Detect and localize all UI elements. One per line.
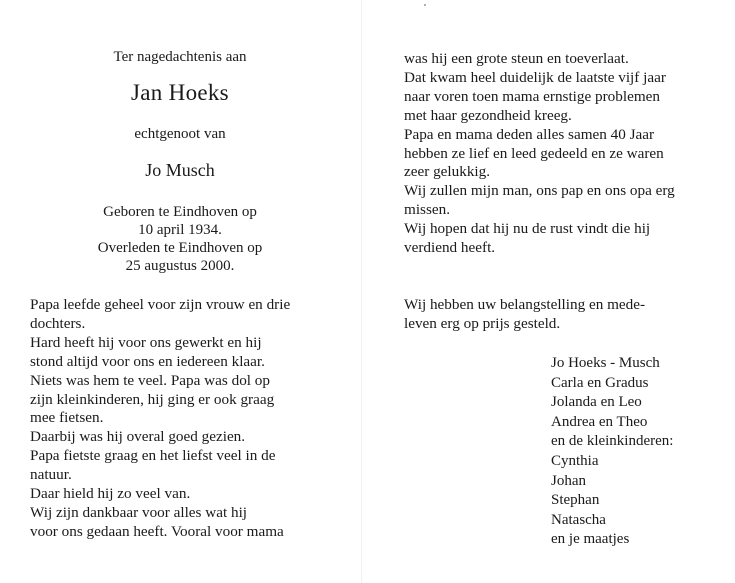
family-member: en de kleinkinderen:: [551, 433, 674, 450]
birth-line-1: Geboren te Eindhoven op: [103, 204, 257, 220]
family-member: Andrea en Theo: [551, 413, 648, 430]
center-fold: [361, 0, 362, 583]
deceased-name: Jan Hoeks: [131, 80, 229, 105]
text-line: naar voren toen mama ernstige problemen: [404, 87, 660, 105]
text-line: stond altijd voor ons en iedereen klaar.: [30, 352, 265, 370]
thanks-block: [404, 296, 698, 334]
text-line: voor ons gedaan heeft. Vooral voor mama: [30, 522, 284, 540]
text-line: verdiend heeft.: [404, 239, 496, 257]
family-member: Jolanda en Leo: [551, 394, 642, 411]
text-line: Papa fietste graag en het liefst veel in de: [30, 447, 276, 465]
text-line: Wij hebben uw belangstelling en mede-: [404, 296, 646, 313]
spouse-name: Jo Musch: [145, 160, 215, 180]
family-member: Jo Hoeks - Musch: [551, 355, 660, 371]
family-member: en je maatjes: [551, 531, 630, 548]
text-line: Niets was hem te veel. Papa was dol op: [30, 371, 270, 389]
family-member: Stephan: [551, 492, 600, 509]
left-text-block: [30, 296, 325, 542]
text-line: Wij hopen dat hij nu de rust vindt die hij: [404, 220, 651, 238]
text-line: dochters.: [30, 314, 86, 332]
in-memory-label: Ter nagedachtenis aan: [113, 49, 247, 65]
spouse-of-label: echtgenoot van: [134, 126, 226, 142]
text-line: natuur.: [30, 466, 72, 484]
text-line: leven erg op prijs gesteld.: [404, 314, 561, 332]
text-line: was hij een grote steun en toeverlaat.: [404, 50, 629, 67]
family-member: Carla en Gradus: [551, 374, 649, 391]
text-line: Daarbij was hij overal goed gezien.: [30, 428, 246, 446]
speck: [424, 4, 426, 6]
birth-line-2: 10 april 1934.: [138, 222, 222, 238]
text-line: missen.: [404, 201, 450, 219]
text-line: Hard heeft hij voor ons gewerkt en hij: [30, 333, 262, 351]
text-line: hebben ze lief en leed gedeeld en ze waren: [404, 144, 664, 162]
text-line: mee fietsen.: [30, 409, 104, 427]
text-line: Wij zullen mijn man, ons pap en ons opa erg: [404, 182, 675, 200]
family-member: Johan: [551, 472, 586, 489]
family-member: Natascha: [551, 511, 606, 528]
death-line-1: Overleden te Eindhoven op: [97, 240, 263, 256]
death-line-2: 25 augustus 2000.: [125, 258, 235, 274]
text-line: Papa leefde geheel voor zijn vrouw en drie: [30, 296, 291, 313]
right-text-block: [404, 50, 698, 258]
text-line: Daar hield hij zo veel van.: [30, 485, 191, 503]
text-line: met haar gezondheid kreeg.: [404, 106, 572, 124]
text-line: Dat kwam heel duidelijk de laatste vijf jaar: [404, 68, 666, 86]
text-line: zeer gelukkig.: [404, 163, 491, 181]
text-line: Papa en mama deden alles samen 40 Jaar: [404, 125, 655, 143]
text-line: zijn kleinkinderen, hij ging er ook graag: [30, 390, 275, 408]
text-line: Wij zijn dankbaar voor alles wat hij: [30, 503, 248, 521]
family-signatures: [551, 354, 711, 550]
family-member: Cynthia: [551, 452, 599, 469]
life-dates: [0, 203, 360, 275]
